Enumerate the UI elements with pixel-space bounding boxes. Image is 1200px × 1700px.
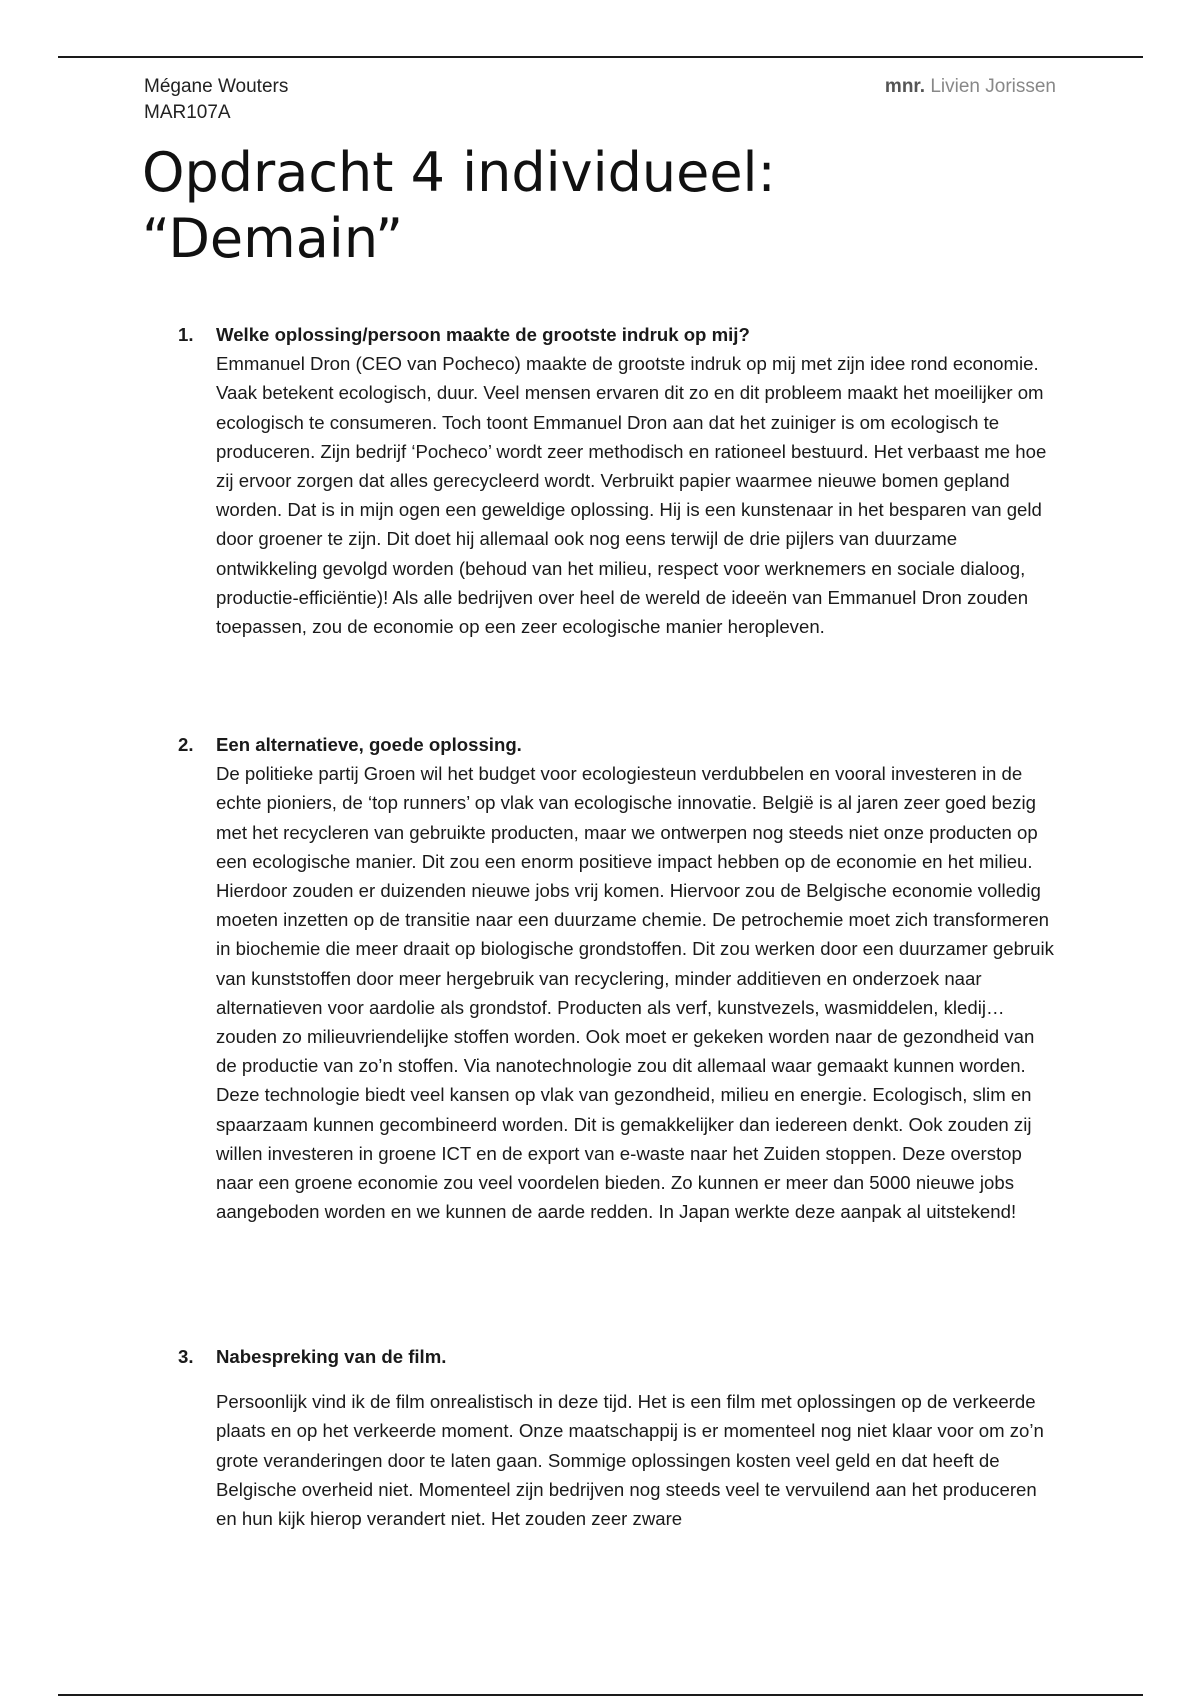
title-line-1: Opdracht 4 individueel: — [142, 141, 776, 204]
top-rule — [58, 56, 1143, 58]
bottom-rule — [58, 1694, 1143, 1696]
header-author-block — [144, 74, 288, 126]
section-1 — [178, 320, 1058, 641]
header-teacher — [885, 74, 1056, 100]
section-3 — [178, 1342, 1058, 1533]
section-body: Emmanuel Dron (CEO van Pocheco) maakte de grootste indruk op mij met zijn idee rond economie. Vaak betekent ecologisch, duur. Veel mensen ervaren dit zo en dit probleem maakt het moeilijker om ecologisch te consumeren. Toch toont Emmanuel Dron aan dat het zuiniger is om ecologisch te produceren. Zijn bedrijf ‘Pocheco’ wordt zeer methodisch en rationeel bestuurd. Het verbaast me hoe zij ervoor zorgen dat alles gerecycleerd wordt. Verbruikt papier waarmee nieuwe bomen gepland worden. Dat is in mijn ogen een geweldige oplossing. Hij is een kunstenaar in het besparen van geld door groener te zijn. Dit doet hij allemaal ook nog eens terwijl de drie pijlers van duurzame ontwikkeling gevolgd worden (behoud van het milieu, respect voor werknemers en sociale dialoog, productie-efficiëntie)! Als alle bedrijven over heel de wereld de ideeën van Emmanuel Dron zouden toepassen, zou de economie op een zeer ecologische manier heropleven. — [216, 353, 1047, 638]
title-line-2: “Demain” — [142, 207, 404, 270]
section-body: De politieke partij Groen wil het budget voor ecologiesteun verdubbelen en vooral investeren in de echte pioniers, de ‘top runners’ op vlak van ecologische innovatie. België is al jaren zeer goed bezig met het recycleren van gebruikte producten, maar we ontwerpen nog steeds niet onze producten op een ecologische manier. Dit zou een enorm positieve impact hebben op de economie en het milieu. Hierdoor zouden er duizenden nieuwe jobs vrij komen. Hiervoor zou de Belgische economie volledig moeten inzetten op de transitie naar een duurzame chemie. De petrochemie moet zich transformeren in biochemie die meer draait op biologische grondstoffen. Dit zou werken door een duurzamer gebruik van kunststoffen door meer hergebruik van recyclering, minder additieven en onderzoek naar alternatieven voor aardolie als grondstof. Producten als verf, kunstvezels, wasmiddelen, kledij… zouden zo milieuvriendelijke stoffen worden. Ook moet er gekeken worden naar de gezondheid van de productie van zo’n stoffen. Via nanotechnologie zou dit allemaal waar gemaakt kunnen worden. Deze technologie biedt veel kansen op vlak van gezondheid, milieu en energie. Ecologisch, slim en spaarzaam kunnen gecombineerd worden. Dit is gemakkelijker dan iedereen denkt. Ook zouden zij willen investeren in groene ICT en de export van e-waste naar het Zuiden stoppen. Deze overstop naar een groene economie zou veel voordelen bieden. Zo kunnen er meer dan 5000 nieuwe jobs aangeboden worden en we kunnen de aarde redden. In Japan werkte deze aanpak al uitstekend! — [216, 763, 1054, 1223]
section-heading: Welke oplossing/persoon maakte de grootste indruk op mij? — [216, 324, 750, 345]
page-title — [142, 140, 1042, 272]
section-body: Persoonlijk vind ik de film onrealistisch in deze tijd. Het is een film met oplossingen op de verkeerde plaats en op het verkeerde moment. Onze maatschappij is er momenteel nog niet klaar voor om zo’n grote veranderingen door te laten gaan. Sommige oplossingen kosten veel geld en dat heeft de Belgische overheid niet. Momenteel zijn bedrijven nog steeds veel te vervuilend aan het produceren en hun kijk hierop verandert niet. Het zouden zeer zware — [216, 1391, 1044, 1530]
section-heading: Een alternatieve, goede oplossing. — [216, 734, 522, 755]
section-heading: Nabespreking van de film. — [216, 1346, 447, 1367]
class-code: MAR107A — [144, 102, 231, 123]
section-number: 3. — [178, 1346, 194, 1367]
teacher-prefix: mnr. — [884, 76, 926, 97]
section-number: 2. — [178, 734, 194, 755]
teacher-name: Livien Jorissen — [930, 76, 1056, 97]
section-number: 1. — [178, 324, 194, 345]
section-2 — [178, 730, 1058, 1226]
author-name: Mégane Wouters — [144, 76, 289, 97]
